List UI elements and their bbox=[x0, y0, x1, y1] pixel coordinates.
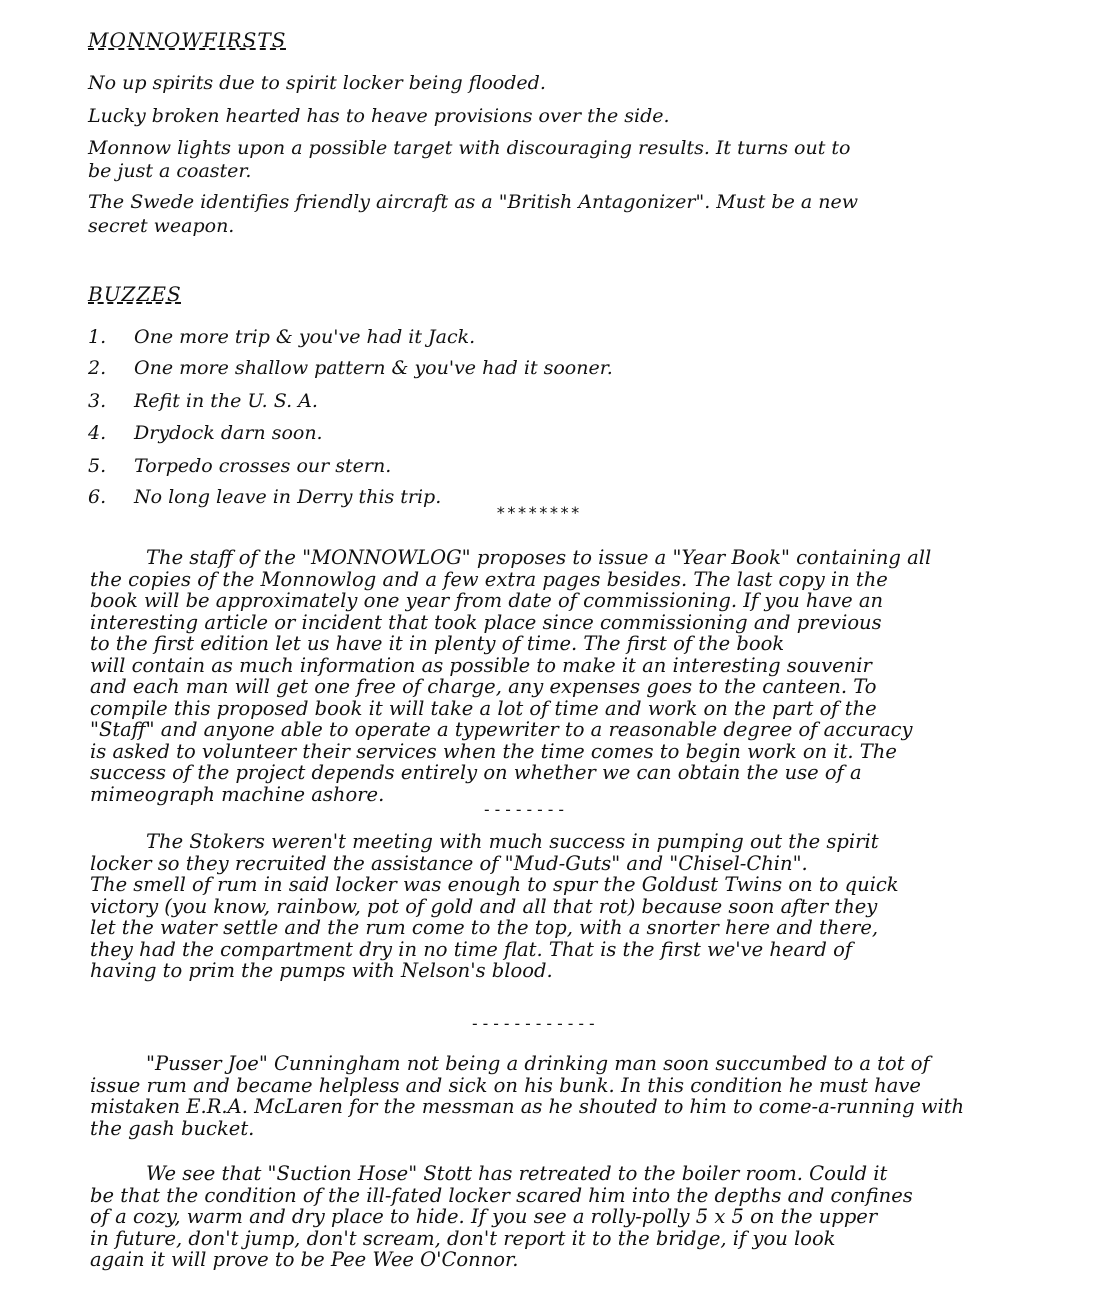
buzz-text: Torpedo crosses our stern. bbox=[134, 455, 392, 477]
paragraph-line: the gash bucket. bbox=[90, 1116, 255, 1140]
paragraph-line: locker so they recruited the assistance of "Mud-Guts" and "Chisel-Chin". bbox=[90, 851, 808, 875]
paragraph-line: "Pusser Joe" Cunningham not being a drinking man soon succumbed to a tot of bbox=[146, 1052, 930, 1075]
paragraph-line: interesting article or incident that took place since commissioning and previous bbox=[90, 610, 882, 634]
dash-separator: -------- bbox=[482, 800, 568, 819]
paragraph-line: to the first edition let us have it in plenty of time. The first of the book bbox=[90, 632, 785, 655]
paragraph-line: and each man will get one free of charge, any expenses goes to the canteen. To bbox=[90, 675, 877, 698]
paragraph-line: "Staff" and anyone able to operate a typewriter to a reasonable degree of accuracy bbox=[90, 718, 913, 741]
star-separator: ******** bbox=[496, 503, 582, 522]
buzz-number: 4. bbox=[88, 422, 107, 444]
buzz-item bbox=[88, 486, 441, 508]
buzz-item bbox=[88, 390, 318, 412]
dash-separator: ------------ bbox=[470, 1014, 598, 1033]
buzz-text: Refit in the U. S. A. bbox=[134, 390, 318, 412]
paragraph-line: having to prim the pumps with Nelson's blood. bbox=[90, 959, 553, 982]
paragraph-line: the copies of the Monnowlog and a few extra pages besides. The last copy in the bbox=[90, 567, 888, 591]
buzz-item bbox=[88, 326, 475, 348]
buzz-number: 1. bbox=[88, 326, 107, 348]
buzz-number: 3. bbox=[88, 390, 107, 412]
firsts-line: Lucky broken hearted has to heave provisions over the side. bbox=[88, 105, 670, 127]
paragraph-line: again it will prove to be Pee Wee O'Connor. bbox=[90, 1248, 519, 1271]
buzz-text: One more shallow pattern & you've had it sooner. bbox=[134, 357, 613, 379]
buzzes-heading: BUZZES bbox=[88, 282, 182, 306]
firsts-line: Monnow lights upon a possible target with discouraging results. It turns out to bbox=[88, 137, 851, 159]
paragraph-line: in future, don't jump, don't scream, don't report it to the bridge, if you look bbox=[90, 1226, 836, 1250]
paragraph-line: book will be approximately one year from date of commissioning. If you have an bbox=[90, 589, 884, 612]
paragraph-line: mistaken E.R.A. McLaren for the messman as he shouted to him to come-a-running with bbox=[90, 1095, 965, 1118]
paragraph-line: The Stokers weren't meeting with much success in pumping out the spirit bbox=[146, 830, 879, 853]
paragraph-line: compile this proposed book it will take a lot of time and work on the part of the bbox=[90, 696, 877, 720]
buzz-text: No long leave in Derry this trip. bbox=[134, 486, 442, 508]
buzz-item bbox=[88, 455, 391, 477]
paragraph-line: issue rum and became helpless and sick on his bunk. In this condition he must have bbox=[90, 1073, 921, 1097]
paragraph-line: The smell of rum in said locker was enough to spur the Goldust Twins on to quick bbox=[90, 873, 899, 896]
buzz-number: 5. bbox=[88, 455, 107, 477]
firsts-line: secret weapon. bbox=[88, 215, 235, 237]
firsts-line: The Swede identifies friendly aircraft as a "British Antagonizer". Must be a new bbox=[88, 191, 858, 213]
buzz-text: One more trip & you've had it Jack. bbox=[134, 326, 476, 348]
stokers-paragraph bbox=[90, 831, 899, 982]
firsts-line: No up spirits due to spirit locker being flooded. bbox=[88, 72, 546, 94]
paragraph-line: mimeograph machine ashore. bbox=[90, 782, 385, 806]
paragraph-line: is asked to volunteer their services when the time comes to begin work on it. The bbox=[90, 739, 897, 763]
paragraph-line: We see that "Suction Hose" Stott has retreated to the boiler room. Could it bbox=[146, 1162, 888, 1185]
paragraph-line: will contain as much information as possible to make it an interesting souvenir bbox=[90, 653, 872, 677]
paragraph-line: The staff of the "MONNOWLOG" proposes to issue a "Year Book" containing all bbox=[146, 546, 932, 569]
suction-paragraph bbox=[90, 1163, 913, 1271]
firsts-line: be just a coaster. bbox=[88, 160, 252, 182]
paragraph-line: be that the condition of the ill-fated locker scared him into the depths and confines bbox=[90, 1183, 913, 1207]
paragraph-line: success of the project depends entirely on whether we can obtain the use of a bbox=[90, 761, 862, 784]
paragraph-line: let the water settle and the rum come to the top, with a snorter here and there, bbox=[90, 916, 879, 939]
yearbook-paragraph bbox=[90, 547, 931, 805]
buzz-item bbox=[88, 357, 613, 379]
firsts-heading: MONNOWFIRSTS bbox=[88, 28, 287, 52]
paragraph-line: of a cozy, warm and dry place to hide. If you see a rolly-polly 5 x 5 on the upper bbox=[90, 1205, 878, 1228]
buzz-number: 6. bbox=[88, 486, 107, 508]
buzz-text: Drydock darn soon. bbox=[134, 422, 323, 444]
paragraph-line: they had the compartment dry in no time flat. That is the first we've heard of bbox=[90, 937, 853, 961]
pusser-paragraph bbox=[90, 1053, 964, 1139]
buzz-number: 2. bbox=[88, 357, 107, 379]
buzz-item bbox=[88, 422, 323, 444]
paragraph-line: victory (you know, rainbow, pot of gold and all that rot) because soon after they bbox=[90, 894, 878, 918]
